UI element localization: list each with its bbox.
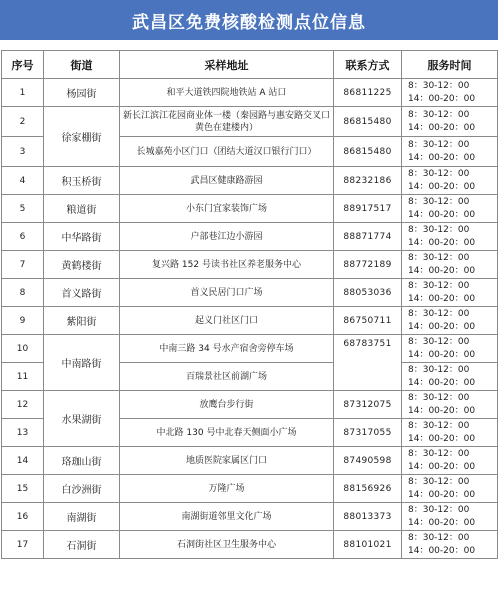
hours-am: 8：30-12：00 — [408, 109, 470, 120]
row-hours — [402, 279, 498, 307]
row-street: 南湖街 — [44, 503, 120, 531]
hours-am: 8：30-12：00 — [408, 139, 470, 150]
row-hours — [402, 195, 498, 223]
row-street: 积玉桥街 — [44, 167, 120, 195]
row-index: 15 — [2, 475, 44, 503]
table-row — [2, 307, 498, 335]
row-hours — [402, 475, 498, 503]
row-index: 4 — [2, 167, 44, 195]
row-phone: 86750711 — [334, 307, 402, 335]
row-phone: 87317055 — [334, 419, 402, 447]
row-index: 13 — [2, 419, 44, 447]
hours-am: 8：30-12：00 — [408, 308, 470, 319]
row-address: 小东门宜家装饰广场 — [120, 195, 334, 223]
row-index: 16 — [2, 503, 44, 531]
hours-am: 8：30-12：00 — [408, 364, 470, 375]
hours-am: 8：30-12：00 — [408, 252, 470, 263]
table-row — [2, 279, 498, 307]
row-phone: 87312075 — [334, 391, 402, 419]
row-hours — [402, 531, 498, 559]
row-index: 14 — [2, 447, 44, 475]
row-address: 首义民居门口广场 — [120, 279, 334, 307]
row-hours — [402, 251, 498, 279]
table-row — [2, 167, 498, 195]
row-address: 百瑞景社区前湖广场 — [120, 363, 334, 391]
header-contact: 联系方式 — [334, 51, 402, 79]
hours-pm: 14：00-20：00 — [408, 181, 476, 192]
row-street: 紫阳街 — [44, 307, 120, 335]
table-row — [2, 503, 498, 531]
row-street: 白沙洲街 — [44, 475, 120, 503]
row-phone: 88772189 — [334, 251, 402, 279]
table-row — [2, 391, 498, 419]
hours-pm: 14：00-20：00 — [408, 265, 476, 276]
hours-pm: 14：00-20：00 — [408, 517, 476, 528]
row-phone: 88871774 — [334, 223, 402, 251]
row-address: 南湖街道邻里文化广场 — [120, 503, 334, 531]
table-row — [2, 335, 498, 363]
row-hours — [402, 363, 498, 391]
hours-am: 8：30-12：00 — [408, 392, 470, 403]
row-phone: 87490598 — [334, 447, 402, 475]
row-street: 徐家棚街 — [44, 107, 120, 167]
row-phone: 88156926 — [334, 475, 402, 503]
row-address: 和平大道铁四院地铁站 A 站口 — [120, 79, 334, 107]
hours-am: 8：30-12：00 — [408, 224, 470, 235]
table-row — [2, 79, 498, 107]
page-title: 武昌区免费核酸检测点位信息 — [0, 0, 498, 40]
hours-pm: 14：00-20：00 — [408, 321, 476, 332]
hours-pm: 14：00-20：00 — [408, 489, 476, 500]
row-hours — [402, 447, 498, 475]
row-address: 万隆广场 — [120, 475, 334, 503]
row-index: 10 — [2, 335, 44, 363]
hours-pm: 14：00-20：00 — [408, 349, 476, 360]
row-phone: 86815480 — [334, 107, 402, 137]
row-hours — [402, 307, 498, 335]
row-index: 2 — [2, 107, 44, 137]
row-index: 5 — [2, 195, 44, 223]
hours-am: 8：30-12：00 — [408, 196, 470, 207]
row-address: 复兴路 152 号读书社区养老服务中心 — [120, 251, 334, 279]
row-phone: 88013373 — [334, 503, 402, 531]
row-street: 黄鹤楼街 — [44, 251, 120, 279]
row-phone: 88101021 — [334, 531, 402, 559]
hours-pm: 14：00-20：00 — [408, 433, 476, 444]
row-hours — [402, 107, 498, 137]
row-address: 武昌区健康路游园 — [120, 167, 334, 195]
hours-pm: 14：00-20：00 — [408, 93, 476, 104]
row-street: 中南路街 — [44, 335, 120, 391]
hours-am: 8：30-12：00 — [408, 420, 470, 431]
row-index: 17 — [2, 531, 44, 559]
title-gap — [0, 40, 498, 50]
testing-sites-table — [1, 50, 498, 559]
row-hours — [402, 391, 498, 419]
row-phone: 86815480 — [334, 137, 402, 167]
table-row — [2, 531, 498, 559]
row-address: 放鹰台步行街 — [120, 391, 334, 419]
hours-pm: 14：00-20：00 — [408, 122, 476, 133]
row-street: 珞珈山街 — [44, 447, 120, 475]
row-index: 7 — [2, 251, 44, 279]
row-address: 地质医院家属区门口 — [120, 447, 334, 475]
header-address: 采样地址 — [120, 51, 334, 79]
row-hours — [402, 503, 498, 531]
row-street: 首义路街 — [44, 279, 120, 307]
row-address: 户部巷江边小游园 — [120, 223, 334, 251]
row-phone: 88917517 — [334, 195, 402, 223]
row-hours — [402, 137, 498, 167]
hours-am: 8：30-12：00 — [408, 448, 470, 459]
hours-pm: 14：00-20：00 — [408, 377, 476, 388]
hours-am: 8：30-12：00 — [408, 80, 470, 91]
row-address: 新长江滨江花园商业体一楼（秦园路与惠安路交叉口黄色在建楼内） — [120, 107, 334, 137]
table-row — [2, 251, 498, 279]
row-index: 1 — [2, 79, 44, 107]
hours-pm: 14：00-20：00 — [408, 405, 476, 416]
row-hours — [402, 223, 498, 251]
hours-pm: 14：00-20：00 — [408, 152, 476, 163]
hours-pm: 14：00-20：00 — [408, 293, 476, 304]
row-hours — [402, 167, 498, 195]
hours-pm: 14：00-20：00 — [408, 545, 476, 556]
row-hours — [402, 419, 498, 447]
hours-am: 8：30-12：00 — [408, 504, 470, 515]
hours-am: 8：30-12：00 — [408, 168, 470, 179]
row-street: 水果湖街 — [44, 391, 120, 447]
table-row — [2, 107, 498, 137]
row-hours — [402, 335, 498, 363]
row-phone: 88232186 — [334, 167, 402, 195]
row-address: 长城嘉苑小区门口（团结大道汉口银行门口） — [120, 137, 334, 167]
table-row — [2, 223, 498, 251]
row-phone: 68783751 — [334, 335, 402, 391]
row-address: 中北路 130 号中北春天侧面小广场 — [120, 419, 334, 447]
table-row — [2, 475, 498, 503]
header-index: 序号 — [2, 51, 44, 79]
row-street: 中华路街 — [44, 223, 120, 251]
row-street: 粮道街 — [44, 195, 120, 223]
row-index: 3 — [2, 137, 44, 167]
row-hours — [402, 79, 498, 107]
table-row — [2, 195, 498, 223]
table-header-row — [2, 51, 498, 79]
row-street: 石洞街 — [44, 531, 120, 559]
header-hours: 服务时间 — [402, 51, 498, 79]
row-index: 9 — [2, 307, 44, 335]
row-street: 杨园街 — [44, 79, 120, 107]
header-street: 街道 — [44, 51, 120, 79]
hours-am: 8：30-12：00 — [408, 280, 470, 291]
row-index: 12 — [2, 391, 44, 419]
row-index: 8 — [2, 279, 44, 307]
row-address: 起义门社区门口 — [120, 307, 334, 335]
row-index: 11 — [2, 363, 44, 391]
hours-pm: 14：00-20：00 — [408, 237, 476, 248]
row-phone: 88053036 — [334, 279, 402, 307]
hours-pm: 14：00-20：00 — [408, 209, 476, 220]
row-index: 6 — [2, 223, 44, 251]
row-address: 石洞街社区卫生服务中心 — [120, 531, 334, 559]
hours-am: 8：30-12：00 — [408, 532, 470, 543]
hours-am: 8：30-12：00 — [408, 476, 470, 487]
hours-am: 8：30-12：00 — [408, 336, 470, 347]
hours-pm: 14：00-20：00 — [408, 461, 476, 472]
table-row — [2, 447, 498, 475]
row-address: 中南三路 34 号水产宿舍旁停车场 — [120, 335, 334, 363]
row-phone: 86811225 — [334, 79, 402, 107]
